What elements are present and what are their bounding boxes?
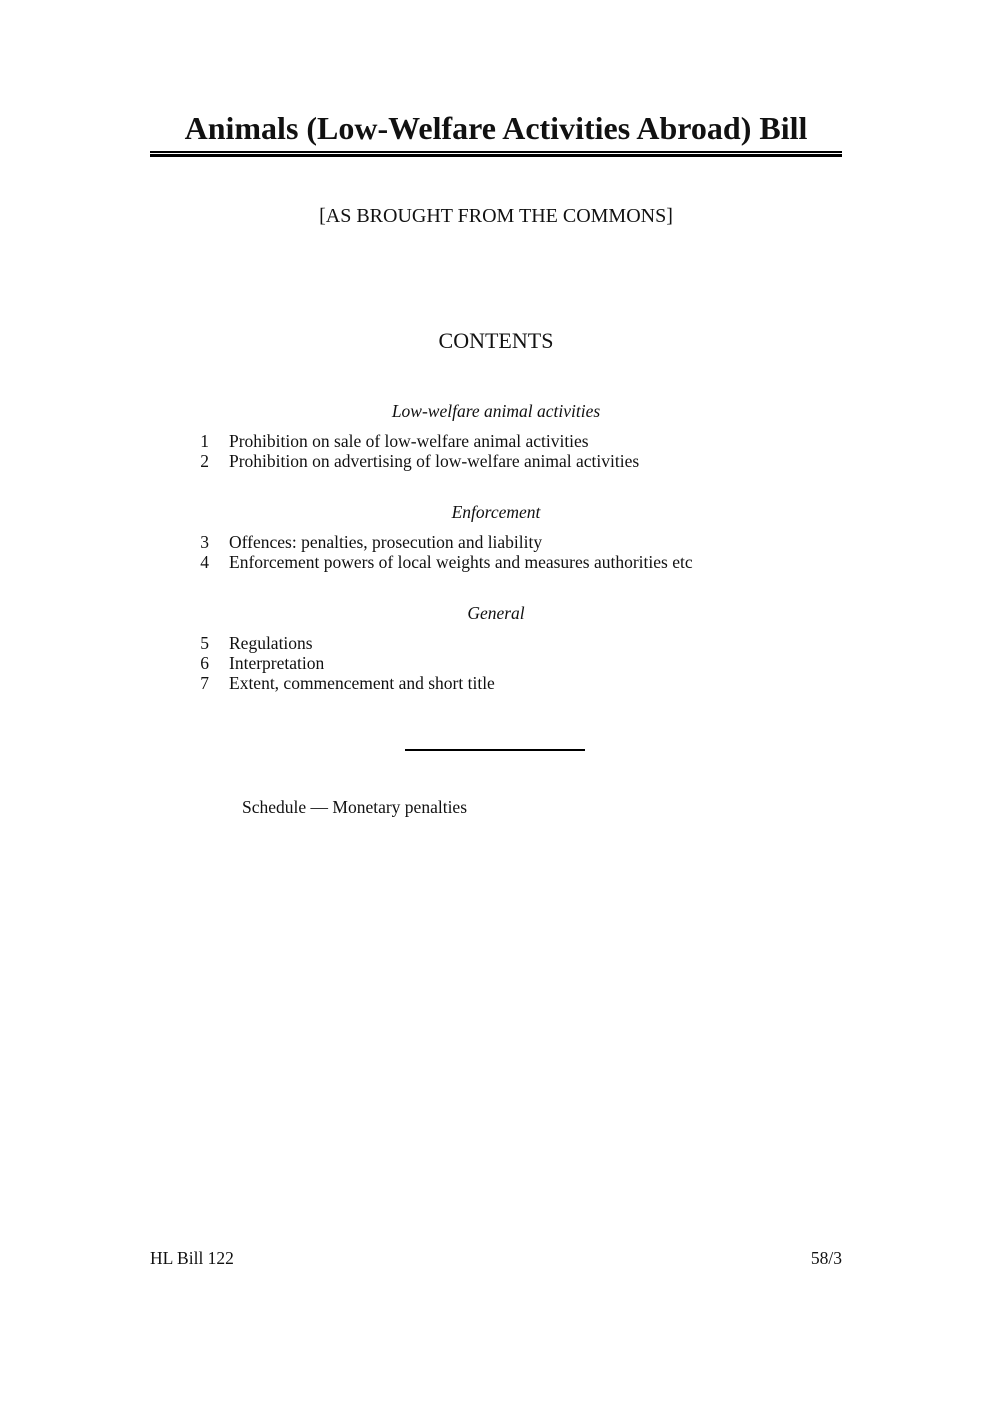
toc-item-label: Enforcement powers of local weights and measures authorities etc	[229, 552, 693, 572]
toc-item[interactable]	[190, 633, 313, 653]
section-heading-general: General	[467, 603, 525, 623]
section-heading-low-welfare: Low-welfare animal activities	[391, 401, 601, 421]
section-heading-enforcement: Enforcement	[451, 502, 541, 522]
toc-item-label: Offences: penalties, prosecution and liability	[229, 532, 543, 552]
bill-title: Animals (Low-Welfare Activities Abroad) Bill	[184, 110, 808, 146]
toc-item-label: Interpretation	[229, 653, 325, 673]
toc-item-number: 4	[200, 552, 209, 572]
toc-item-number: 2	[200, 451, 209, 471]
toc-item-number: 7	[200, 673, 209, 693]
contents-heading: CONTENTS	[438, 328, 554, 353]
toc-item[interactable]	[190, 451, 639, 471]
toc-item-label: Prohibition on advertising of low-welfare animal activities	[229, 451, 640, 471]
footer-bill-reference: HL Bill 122	[150, 1248, 234, 1268]
toc-item[interactable]	[190, 673, 495, 693]
footer-page-reference: 58/3	[810, 1248, 842, 1268]
title-rule-thick	[150, 154, 842, 157]
toc-item[interactable]	[190, 653, 324, 673]
toc-item-number: 1	[200, 431, 209, 451]
toc-item[interactable]	[190, 552, 693, 572]
toc-item[interactable]	[190, 431, 589, 451]
toc-item-label: Regulations	[229, 633, 313, 653]
toc-item-number: 3	[200, 532, 209, 552]
toc-item-number: 5	[200, 633, 209, 653]
schedule-entry[interactable]: Schedule — Monetary penalties	[242, 797, 468, 817]
toc-item-number: 6	[200, 653, 209, 673]
title-rule-thin	[150, 151, 842, 153]
toc-item-label: Extent, commencement and short title	[229, 673, 495, 693]
bill-stage-note: [AS BROUGHT FROM THE COMMONS]	[319, 205, 673, 227]
contents-separator	[405, 749, 585, 751]
toc-item[interactable]	[190, 532, 542, 552]
toc-item-label: Prohibition on sale of low-welfare animal activities	[229, 431, 589, 451]
